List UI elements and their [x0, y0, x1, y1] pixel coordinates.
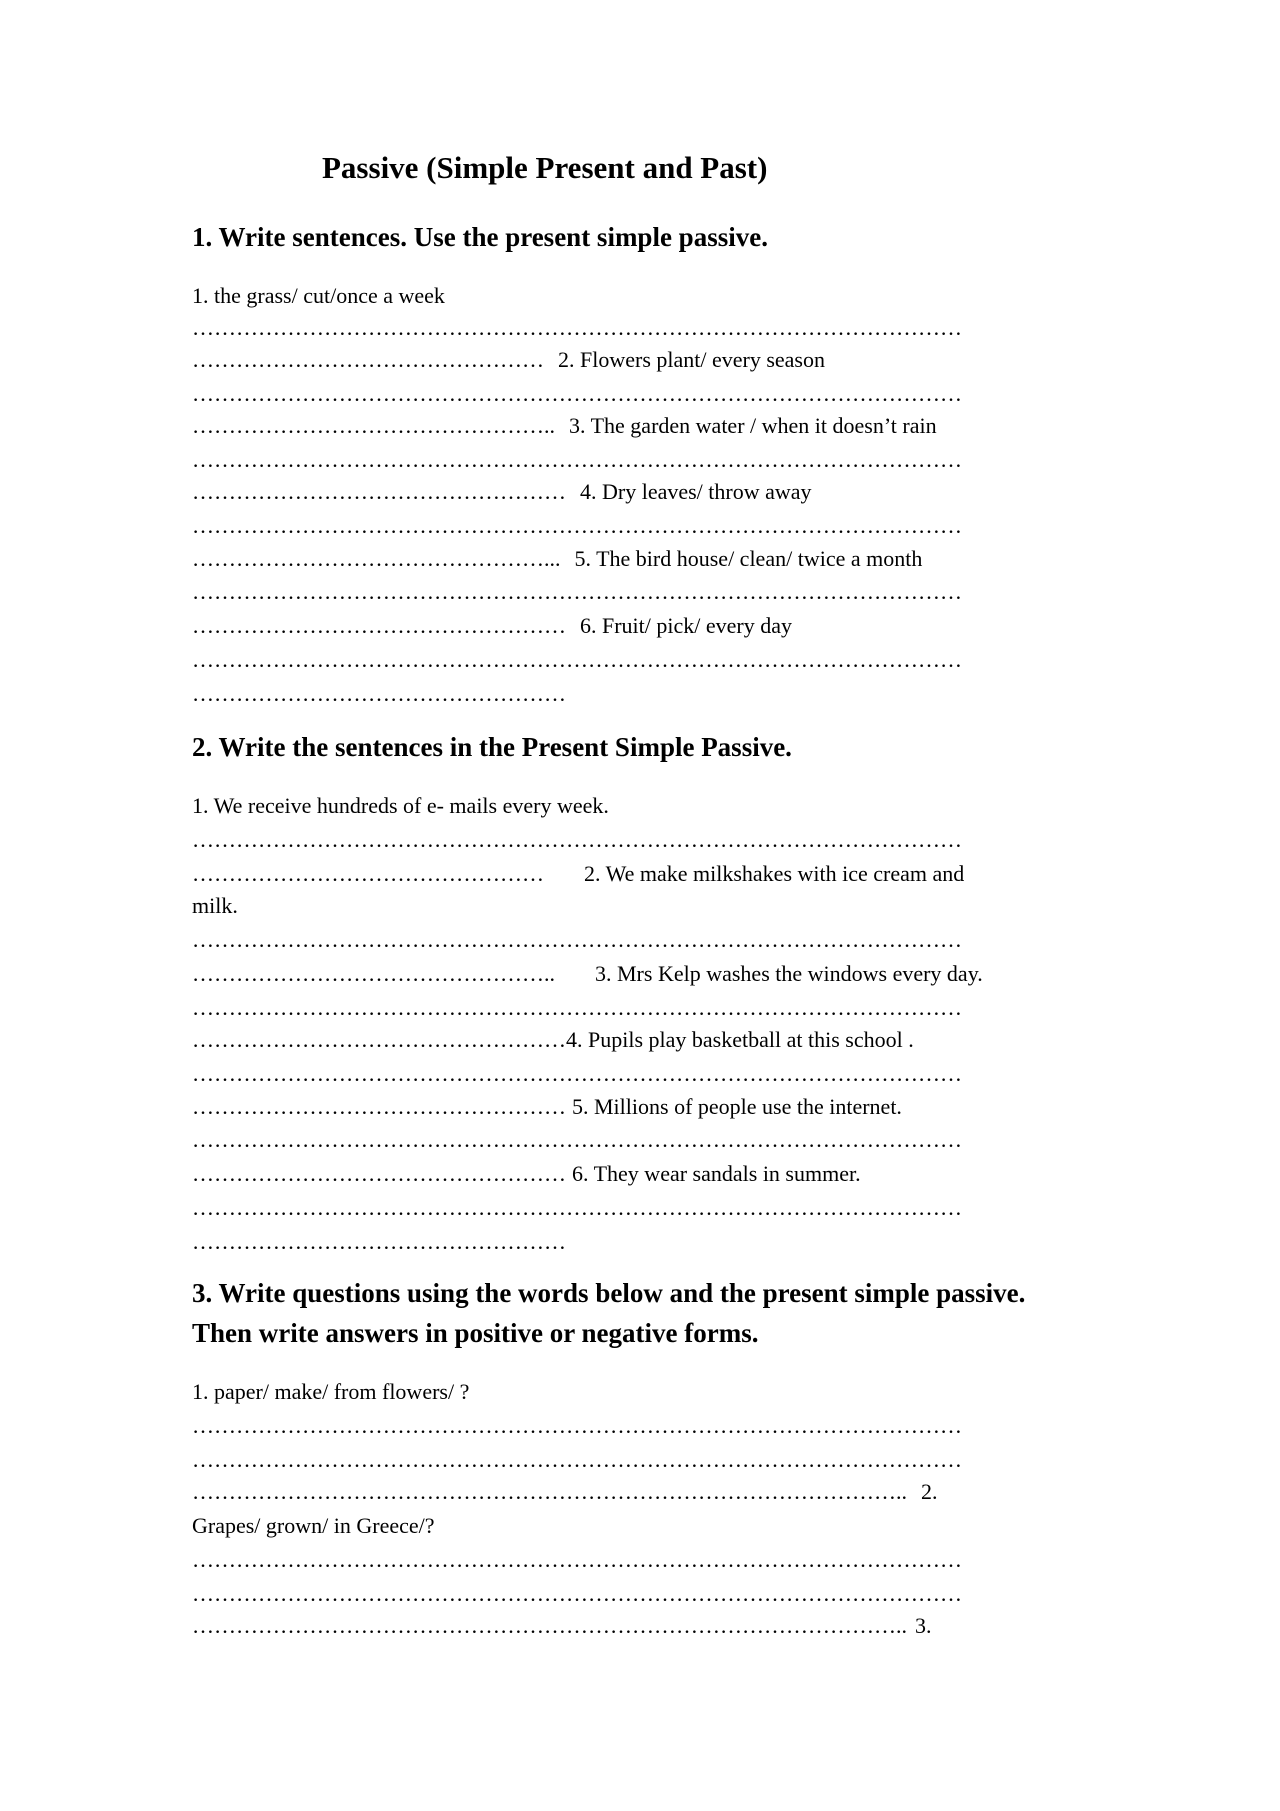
s2-dots-6a: …………………………………………… [192, 1161, 566, 1186]
s1-line-3 [192, 412, 937, 440]
s1-line-4 [192, 478, 812, 506]
s1-item-6: 6. Fruit/ pick/ every day [580, 613, 793, 638]
s2-line-2 [192, 860, 964, 888]
s1-item-1: 1. the grass/ cut/once a week [192, 283, 445, 308]
s2-dots-1: …………………………………………………………………………………………… [192, 827, 962, 852]
s2-line-3 [192, 960, 983, 988]
s2-dots-3: …………………………………………………………………………………………… [192, 927, 962, 952]
s2-line-5 [192, 1093, 902, 1121]
s1-dots-6: …………………………………………………………………………………………… [192, 579, 962, 604]
page-title: Passive (Simple Present and Past) [322, 150, 768, 185]
s3-dots-6a: …………………………………………………………………………………….. [192, 1613, 907, 1638]
s3-item-2: Grapes/ grown/ in Greece/? [192, 1513, 435, 1538]
s2-dots-4a: …………………………………………… [192, 1027, 566, 1052]
s2-dots-8: …………………………………………… [192, 1229, 566, 1254]
s2-item-3: 3. Mrs Kelp washes the windows every day. [595, 961, 983, 986]
s2-dots-6: …………………………………………………………………………………………… [192, 1127, 962, 1152]
s2-line-6 [192, 1160, 861, 1188]
s1-item-3: 3. The garden water / when it doesn’t rain [569, 413, 937, 438]
s2-dots-7: …………………………………………………………………………………………… [192, 1195, 962, 1220]
s3-dots-2: …………………………………………………………………………………………… [192, 1447, 962, 1472]
s1-dots-6a: …………………………………………… [192, 613, 566, 638]
s2-item-1: 1. We receive hundreds of e- mails every week. [192, 793, 609, 818]
s3-dots-3a: …………………………………………………………………………………….. [192, 1479, 907, 1504]
s1-item-2: 2. Flowers plant/ every season [558, 347, 825, 372]
s1-item-4: 4. Dry leaves/ throw away [580, 479, 812, 504]
section3-heading-line1: 3. Write questions using the words below and the present simple passive. [192, 1278, 1026, 1308]
section1-heading: 1. Write sentences. Use the present simple passive. [192, 222, 768, 252]
s1-item-5: 5. The bird house/ clean/ twice a month [574, 546, 923, 571]
s1-dots-1: …………………………………………………………………………………………… [192, 315, 962, 340]
s1-dots-4a: …………………………………………… [192, 479, 566, 504]
s2-dots-4: …………………………………………………………………………………………… [192, 995, 962, 1020]
s2-item-2-cont: milk. [192, 893, 238, 918]
s1-line-2 [192, 346, 825, 374]
s1-dots-3: …………………………………………………………………………………………… [192, 381, 962, 406]
s2-item-4: 4. Pupils play basketball at this school . [566, 1027, 914, 1052]
s3-dots-1: …………………………………………………………………………………………… [192, 1413, 962, 1438]
s3-dots-4: …………………………………………………………………………………………… [192, 1547, 962, 1572]
s2-dots-3a: ………………………………………….. [192, 961, 555, 986]
s1-line-5 [192, 545, 922, 573]
s1-line-6 [192, 612, 792, 640]
s3-item-3-num: 3. [915, 1613, 932, 1638]
s2-dots-5a: …………………………………………… [192, 1094, 566, 1119]
s1-dots-5: …………………………………………………………………………………………… [192, 513, 962, 538]
s3-item-1: 1. paper/ make/ from flowers/ ? [192, 1379, 470, 1404]
s2-dots-5: …………………………………………………………………………………………… [192, 1061, 962, 1086]
s2-item-6: 6. They wear sandals in summer. [572, 1161, 861, 1186]
s2-item-5: 5. Millions of people use the internet. [572, 1094, 902, 1119]
s3-dots-5: …………………………………………………………………………………………… [192, 1581, 962, 1606]
s3-line-6 [192, 1612, 932, 1640]
section3-heading-line2: Then write answers in positive or negative forms. [192, 1318, 759, 1348]
s1-dots-8: …………………………………………… [192, 681, 566, 706]
s3-item-2-num: 2. [921, 1479, 938, 1504]
s1-dots-5a: …………………………………………... [192, 546, 561, 571]
s1-dots-7: …………………………………………………………………………………………… [192, 647, 962, 672]
s2-item-2: 2. We make milkshakes with ice cream and [584, 861, 965, 886]
s3-line-3 [192, 1478, 938, 1506]
s2-line-4 [192, 1026, 914, 1054]
s2-dots-2a: ………………………………………… [192, 861, 544, 886]
s1-dots-4: …………………………………………………………………………………………… [192, 447, 962, 472]
s1-dots-2a: ………………………………………… [192, 347, 544, 372]
section2-heading: 2. Write the sentences in the Present Simple Passive. [192, 732, 792, 762]
s1-dots-3a: ………………………………………….. [192, 413, 555, 438]
